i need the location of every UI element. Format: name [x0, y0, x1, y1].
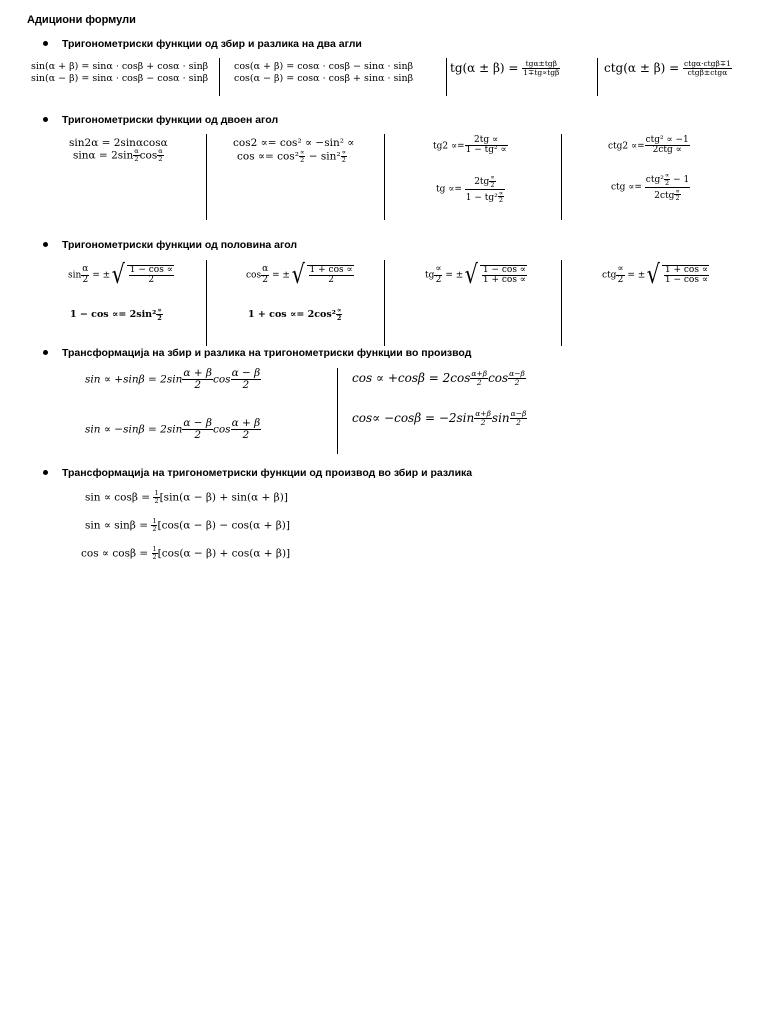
ctg-lhs: ctg(α ± β) = — [604, 60, 683, 75]
frac-den: 2 — [194, 429, 201, 442]
ctg2-den: 2ctg ∝ — [652, 145, 682, 156]
ctg-half-den: 2ctg $\frac{\propto}{2}$ — [654, 186, 680, 203]
frac-den: 2 — [242, 379, 250, 392]
sin-lhs: sinα = 2sin — [73, 149, 134, 162]
bullet-icon — [43, 470, 48, 475]
cos-word: cos — [212, 373, 231, 386]
lhs: cos ∝ +cosβ = 2cos — [352, 370, 471, 385]
section-label: Тригонометриски функции од половина агол — [62, 239, 298, 251]
frac-num: ∝ — [490, 173, 495, 181]
formula-one-minus-cos — [70, 307, 163, 322]
frac-num: α+β — [471, 369, 488, 378]
frac-num: 1 — [152, 545, 157, 553]
frac-num: 1 + cos ∝ — [309, 264, 353, 275]
divider — [384, 134, 385, 220]
formula-product-sin-cos — [85, 490, 288, 505]
frac-num: α−β — [510, 409, 527, 418]
ctg2-lhs: ctg2 ∝= — [608, 141, 645, 152]
cos-lhs: cos ∝= cos² — [237, 150, 299, 163]
frac-den: 2 — [328, 275, 334, 285]
frac-den: 2 — [194, 379, 201, 392]
frac-den: 2 — [154, 496, 159, 505]
rhs: [cos(α − β) + cos(α + β)] — [157, 547, 291, 560]
divider — [219, 58, 220, 96]
bullet-icon — [43, 350, 48, 355]
sin-word: sin — [491, 410, 510, 425]
formula-sin-half-expansion: sinα = 2sin $\frac{\alpha}{2}$ cos $\frac{\alpha}{2}$ — [73, 147, 163, 163]
frac-den: 2 — [341, 155, 346, 164]
formula-sin-double: sin2α = 2sinαcosα — [69, 137, 168, 149]
lhs: cos — [246, 270, 262, 281]
formula-difference-of-sines — [85, 418, 261, 441]
frac-num: 1 — [152, 517, 157, 525]
formula-cos-diff: cos(α − β) = cosα · cosβ + sinα · sinβ — [234, 73, 414, 84]
formula-tg-double — [433, 136, 508, 156]
bold-lhs: 1 + cos ∝= 2cos² — [248, 308, 336, 320]
tg-lhs: tg(α ± β) = — [450, 60, 523, 75]
tg-denominator: 1∓tg∝tgβ — [523, 67, 560, 77]
divider — [384, 260, 385, 346]
section-heading-sum-to-product — [43, 347, 471, 359]
formula-tg-half — [436, 174, 505, 204]
ctg-lhs: ctg ∝= — [611, 182, 642, 193]
frac-num: 1 + cos ∝ — [664, 264, 708, 275]
frac-den: 2 — [152, 552, 157, 561]
frac-den: 2 — [664, 178, 670, 187]
ctg-half-num: ctg² $\frac{\propto}{2}$ − 1 — [645, 171, 690, 187]
frac-den: 2 — [435, 274, 442, 285]
sqrt-icon: √ — [111, 260, 126, 290]
formula-sum-of-cosines — [352, 370, 526, 387]
plus-minus: = ± — [269, 270, 290, 281]
frac-den: 2 — [675, 194, 680, 203]
frac-den: 2 — [476, 377, 482, 387]
frac-den: 2 — [498, 196, 503, 205]
frac-den: 2 — [242, 429, 250, 442]
frac-num: ∝ — [157, 306, 162, 314]
frac-num: 1 − cos ∝ — [482, 264, 526, 275]
tg2-num: 2tg ∝ — [465, 136, 508, 146]
bullet-icon — [43, 41, 48, 46]
plus-minus: = ± — [89, 270, 111, 281]
bold-lhs: 1 − cos ∝= 2sin² — [70, 308, 157, 320]
tg2-lhs: tg2 ∝= — [433, 141, 465, 152]
divider — [561, 134, 562, 220]
lhs: cos ∝ cosβ = — [81, 547, 152, 560]
formula-cos-sum: cos(α + β) = cosα · cosβ − sinα · sinβ — [234, 61, 414, 72]
divider — [206, 260, 207, 346]
formula-cos-double: cos2 ∝= cos² ∝ −sin² ∝ — [233, 137, 355, 149]
bullet-icon — [43, 117, 48, 122]
ctg2-num: ctg² ∝ −1 — [645, 135, 689, 145]
tg-lhs: tg ∝= — [436, 184, 462, 195]
section-heading-half-angle — [43, 239, 297, 251]
lhs: ctg — [602, 270, 617, 281]
cos-word: cos — [488, 370, 509, 385]
frac-num: α + β — [183, 367, 212, 379]
divider — [561, 260, 562, 346]
frac-den: 2 — [300, 155, 305, 164]
sqrt-icon: √ — [291, 260, 305, 290]
frac-den: 2 — [152, 524, 157, 533]
section-heading-sum-difference — [43, 38, 362, 50]
frac-den: 2 — [490, 180, 495, 189]
lhs: cos∝ −cosβ = −2sin — [352, 410, 475, 425]
cos-word: cos — [212, 423, 231, 436]
formula-sin-sum: sin(α + β) = sinα · cosβ + cosα · sinβ — [31, 61, 209, 72]
frac-num: ∝ — [299, 148, 305, 156]
frac-den: 2 — [148, 275, 155, 285]
formula-cos-half-angle — [246, 260, 354, 290]
section-label: Тригонометриски функции од двоен агол — [62, 114, 279, 126]
frac-num: α — [134, 147, 139, 155]
frac-den: 2 — [336, 313, 342, 322]
frac-den: 2 — [158, 154, 163, 163]
frac-num: α+β — [475, 409, 491, 418]
frac-den: 2 — [617, 274, 624, 285]
divider — [206, 134, 207, 220]
ctg-denominator: ctgβ±ctgα — [687, 67, 728, 77]
formula-product-sin-sin — [85, 518, 290, 533]
frac-den: 2 — [480, 417, 486, 427]
section-heading-product-to-sum — [43, 467, 472, 479]
frac-num: α−β — [509, 369, 525, 378]
frac-den: 2 — [514, 377, 520, 387]
rhs: [sin(α − β) + sin(α + β)] — [159, 491, 288, 504]
frac-num: 1 − cos ∝ — [129, 264, 173, 275]
formula-ctg-half-angle — [602, 260, 709, 290]
section-label: Трансформација на тригонометриски функции од производ во збир и разлика — [62, 467, 473, 479]
plus-minus: = ± — [624, 270, 646, 281]
divider — [597, 58, 598, 96]
lhs: sin ∝ +sinβ = 2sin — [85, 373, 183, 386]
frac-num: ∝ — [336, 306, 342, 314]
sqrt-icon: √ — [646, 260, 661, 290]
frac-den: 2 — [516, 417, 521, 427]
tg2-den: 1 − tg² ∝ — [465, 145, 507, 156]
tg-numerator: tgα±tgβ — [522, 60, 560, 69]
frac-num: ∝ — [498, 188, 504, 197]
section-label: Трансформација на збир и разлика на тригонометриски функции во производ — [62, 347, 472, 359]
frac-den: 2 — [134, 154, 139, 163]
frac-den: 2 — [82, 274, 89, 285]
frac-num: ∝ — [664, 171, 670, 179]
tg-half-num: 2tg $\frac{\propto}{2}$ — [465, 174, 505, 190]
frac-den: 2 — [262, 274, 268, 285]
lhs: tg — [425, 270, 435, 281]
frac-num: α — [82, 264, 89, 275]
frac-num: α − β — [183, 417, 212, 429]
formula-sin-diff: sin(α − β) = sinα · cosβ − cosα · sinβ — [31, 73, 209, 84]
frac-num: ∝ — [617, 264, 624, 275]
page-title: Адициони формули — [27, 14, 136, 26]
sqrt-icon: √ — [464, 260, 479, 290]
frac-den: 1 + cos ∝ — [482, 275, 526, 285]
formula-ctg-half — [611, 172, 690, 202]
ctg-numerator: ctgα·ctgβ∓1 — [684, 59, 731, 68]
divider — [337, 368, 338, 454]
formula-ctg-double — [608, 136, 690, 156]
bullet-icon — [43, 242, 48, 247]
section-label: Тригонометриски функции од збир и разлика на два агли — [62, 38, 362, 50]
frac-num: α − β — [231, 367, 261, 379]
frac-num: α — [158, 147, 163, 155]
plus-minus: = ± — [442, 270, 464, 281]
formula-difference-of-cosines — [352, 410, 527, 427]
frac-num: α + β — [231, 417, 261, 429]
section-heading-double-angle — [43, 114, 278, 126]
frac-den: 1 − cos ∝ — [664, 275, 708, 285]
frac-num: α — [262, 264, 269, 275]
frac-num: 1 — [154, 489, 159, 497]
formula-product-cos-cos — [81, 546, 290, 561]
formula-tg-sum-diff — [450, 60, 560, 77]
frac-num: ∝ — [341, 148, 346, 156]
formula-cos-half-expansion: cos ∝= cos² $\frac{\propto}{2}$ − sin² $\frac{\propto}{2}$ — [237, 148, 346, 164]
formula-tg-half-angle — [425, 260, 527, 290]
rhs: [cos(α − β) − cos(α + β)] — [157, 519, 290, 532]
lhs: sin ∝ −sinβ = 2sin — [85, 423, 183, 436]
formula-ctg-sum-diff — [604, 60, 732, 77]
frac-num: ∝ — [675, 186, 680, 195]
tg-half-den: 1 − tg² $\frac{\propto}{2}$ — [465, 188, 504, 205]
formula-sin-half-angle — [68, 260, 174, 290]
frac-num: ∝ — [435, 264, 442, 275]
formula-sum-of-sines — [85, 368, 261, 391]
lhs: sin — [68, 270, 82, 281]
formula-one-plus-cos — [248, 307, 342, 322]
lhs: sin ∝ sinβ = — [85, 519, 152, 532]
frac-den: 2 — [157, 313, 162, 322]
divider — [446, 58, 447, 96]
lhs: sin ∝ cosβ = — [85, 491, 154, 504]
